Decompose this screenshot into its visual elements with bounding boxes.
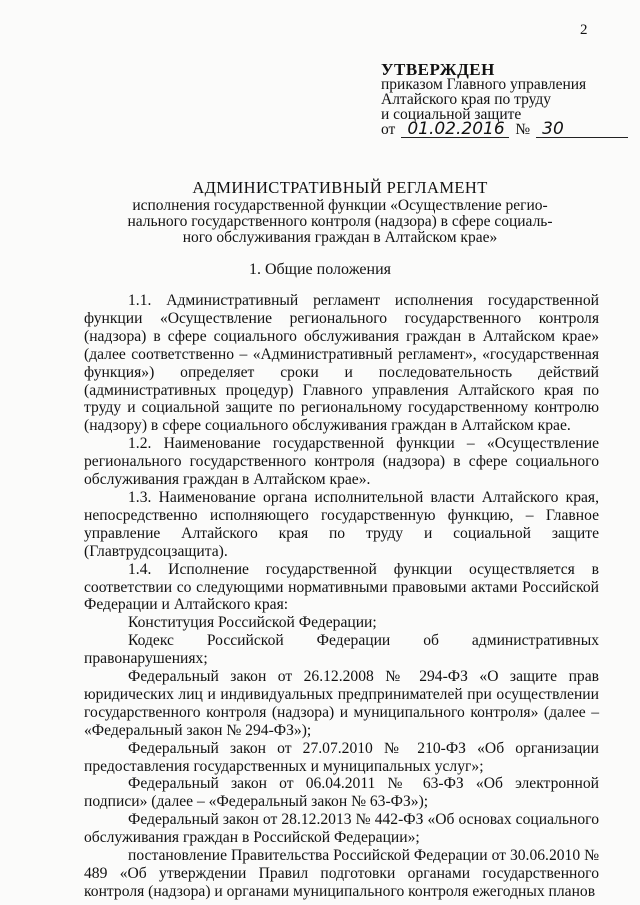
regulation-heading: АДМИНИСТРАТИВНЫЙ РЕГЛАМЕНТ [192, 178, 488, 197]
regulation-title-block [120, 178, 560, 246]
handwritten-number: 30 [536, 122, 628, 138]
document-body [84, 292, 599, 901]
paragraph-1-4: 1.4. Исполнение государственной функции осуществляется в соответствии со следующими нормативными правовыми актами Российской Федерации и Алтайского края: [84, 560, 599, 614]
list-item-fz-210: Федеральный закон от 27.07.2010 № 210-ФЗ «Об организации предоставления государственных и муниципальных услуг»; [84, 739, 599, 775]
regulation-subtitle-3: ного обслуживания граждан в Алтайском крае» [182, 229, 498, 246]
section-title: 1. Общие положения [248, 261, 392, 278]
paragraph-1-3: 1.3. Наименование органа исполнительной власти Алтайского края, непосредственно исполняющего государственную функцию, – Главное управление Алтайского края по труду и социальной защите (Главтрудсоцзащита). [84, 488, 599, 560]
list-item-constitution: Конституция Российской Федерации; [128, 614, 377, 632]
approval-block [381, 62, 628, 138]
regulation-subtitle-1: исполнения государственной функции «Осуществление регио- [132, 197, 548, 214]
approval-date-line [381, 119, 628, 139]
paragraph-1-1: 1.1. Административный регламент исполнения государственной функции «Осуществление регионального государственного контроля (надзора) в сфере социального обслуживания граждан в Алтайском крае» (далее соответственно – «Административный регламент», «государственная функция») определяет сроки и последовательность действий (административных процедур) Главного управления Алтайского края по труду и социальной защите по региональному государственному контролю (надзору) в сфере социального обслуживания граждан в Алтайском крае. [84, 292, 599, 435]
approval-line-3: и социальной защите [381, 106, 522, 123]
list-item-resolution-489: постановление Правительства Российской Федерации от 30.06.2010 № 489 «Об утверждении Правил подготовки органами государственного контроля (надзора) и органами муниципального контроля ежегодных планов [84, 847, 599, 900]
approval-line-1: приказом Главного управления [381, 76, 587, 93]
approval-line-2: Алтайского края по труду [381, 91, 552, 108]
number-prefix: № [515, 121, 531, 138]
regulation-subtitle-2: нального государственного контроля (надзора) в сфере социаль- [127, 213, 553, 230]
list-item-fz-294: Федеральный закон от 26.12.2008 № 294-ФЗ «О защите прав юридических лиц и индивидуальных предпринимателей при осуществлении государственного контроля (надзора) и муниципального контроля» (далее – «Федеральный закон № 294-ФЗ»); [84, 668, 599, 739]
date-prefix: от [381, 121, 396, 138]
paragraph-1-2: 1.2. Наименование государственной функции – «Осуществление регионального государственного контроля (надзора) в сфере социального обслуживания граждан в Алтайском крае». [84, 435, 599, 489]
page-number: 2 [580, 22, 588, 38]
list-item-fz-442: Федеральный закон от 28.12.2013 № 442-ФЗ «Об основах социального обслуживания граждан в Российской Федерации»; [84, 811, 599, 847]
handwritten-date: 01.02.2016 [401, 122, 509, 138]
list-item-admin-code: Кодекс Российской Федерации об административных правонарушениях; [84, 632, 599, 668]
approval-title: УТВЕРЖДЕН [381, 60, 495, 79]
list-item-fz-63: Федеральный закон от 06.04.2011 № 63-ФЗ «Об электронной подписи» (далее – «Федеральный закон № 63-ФЗ»); [84, 775, 599, 811]
